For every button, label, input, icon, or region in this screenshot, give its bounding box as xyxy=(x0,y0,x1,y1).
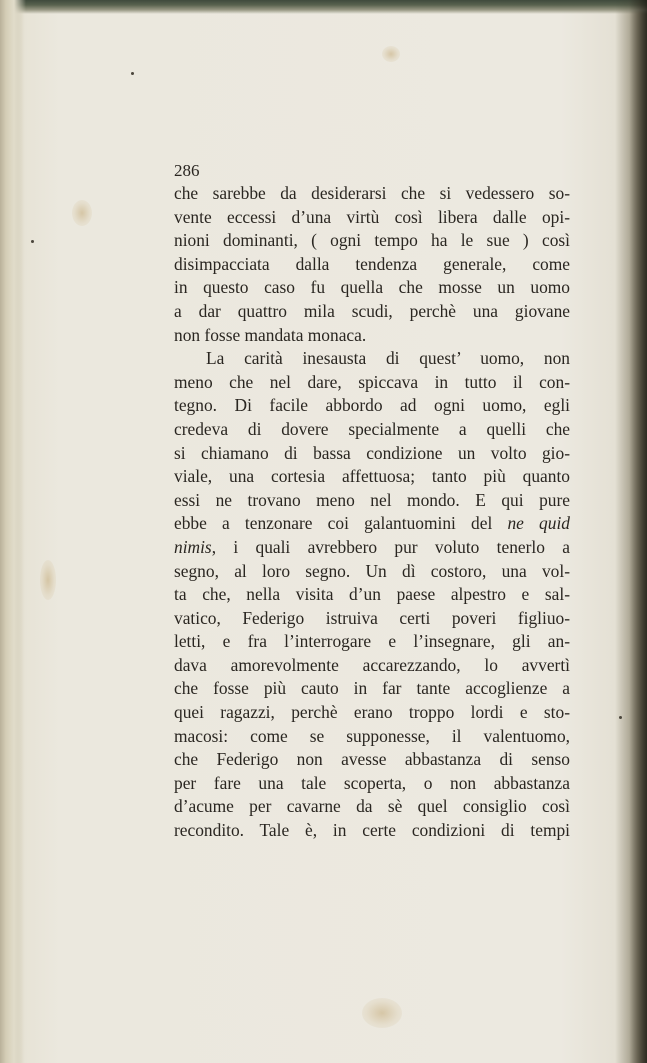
text-line: per fare una tale scoperta, o non abbastanza xyxy=(174,772,570,793)
text-line: d’acume per cavarne da sè quel consiglio così xyxy=(174,796,570,817)
text-line: dava amorevolmente accarezzando, lo avvertì xyxy=(174,654,570,675)
text-line: a dar quattro mila scudi, perchè una giovane xyxy=(174,300,570,321)
text-line-with-italic xyxy=(174,512,570,536)
ink-speck xyxy=(31,240,34,243)
paper-stain xyxy=(382,46,400,62)
page-left-edge xyxy=(0,0,26,1063)
text-line: vatico, Federigo istruiva certi poveri figliuo- xyxy=(174,607,570,628)
text-line: che sarebbe da desiderarsi che si vedessero so- xyxy=(174,183,570,203)
text-line: meno che nel dare, spiccava in tutto il con- xyxy=(174,371,570,392)
text-line: credeva di dovere specialmente a quelli che xyxy=(174,418,570,439)
page-top-edge xyxy=(0,0,647,14)
book-gutter-shadow xyxy=(615,0,647,1063)
ink-speck xyxy=(131,72,134,75)
text-line-with-italic xyxy=(174,536,570,560)
text-line: vente eccessi d’una virtù così libera dalle opi- xyxy=(174,206,570,227)
text-line: essi ne trovano meno nel mondo. E qui pure xyxy=(174,489,570,510)
text-line: si chiamano di bassa condizione un volto gio- xyxy=(174,442,570,463)
text-line: che fosse più cauto in far tante accoglienze a xyxy=(174,678,570,699)
text-line: che Federigo non avesse abbastanza di senso xyxy=(174,749,570,770)
italic-phrase: ne quid xyxy=(507,513,570,534)
paper-stain xyxy=(40,560,56,600)
text-line: macosi: come se supponesse, il valentuomo, xyxy=(174,725,570,746)
paragraph-1 xyxy=(174,182,570,347)
text-line: non fosse mandata monaca. xyxy=(174,324,367,345)
text-segment: ebbe a tenzonare coi galantuomini del xyxy=(174,513,493,534)
paper-stain xyxy=(362,998,402,1028)
text-segment: , i quali avrebbero pur voluto tenerlo a xyxy=(211,536,570,557)
page-number: 286 xyxy=(174,161,200,180)
paper-stain xyxy=(72,200,92,226)
text-line: tegno. Di facile abbordo ad ogni uomo, egli xyxy=(174,395,570,416)
text-line: letti, e fra l’interrogare e l’insegnare, gli an- xyxy=(174,631,570,652)
ink-speck xyxy=(619,716,622,719)
text-line: segno, al loro segno. Un dì costoro, una vol- xyxy=(174,560,570,581)
text-line: viale, una cortesia affettuosa; tanto più quanto xyxy=(174,466,570,487)
paragraph-2 xyxy=(174,347,570,842)
text-line: quei ragazzi, perchè erano troppo lordi e sto- xyxy=(174,702,570,723)
text-line: ta che, nella visita d’un paese alpestro e sal- xyxy=(174,584,570,605)
text-line: in questo caso fu quella che mosse un uomo xyxy=(174,277,570,298)
text-line: La carità inesausta di quest’ uomo, non xyxy=(206,348,570,369)
italic-phrase: nimis xyxy=(174,536,212,557)
page-body xyxy=(174,159,570,843)
text-line: recondito. Tale è, in certe condizioni di tempi xyxy=(174,820,570,841)
text-line: nioni dominanti, ( ogni tempo ha le sue ) così xyxy=(174,230,570,251)
text-line: disimpacciata dalla tendenza generale, come xyxy=(174,253,570,274)
